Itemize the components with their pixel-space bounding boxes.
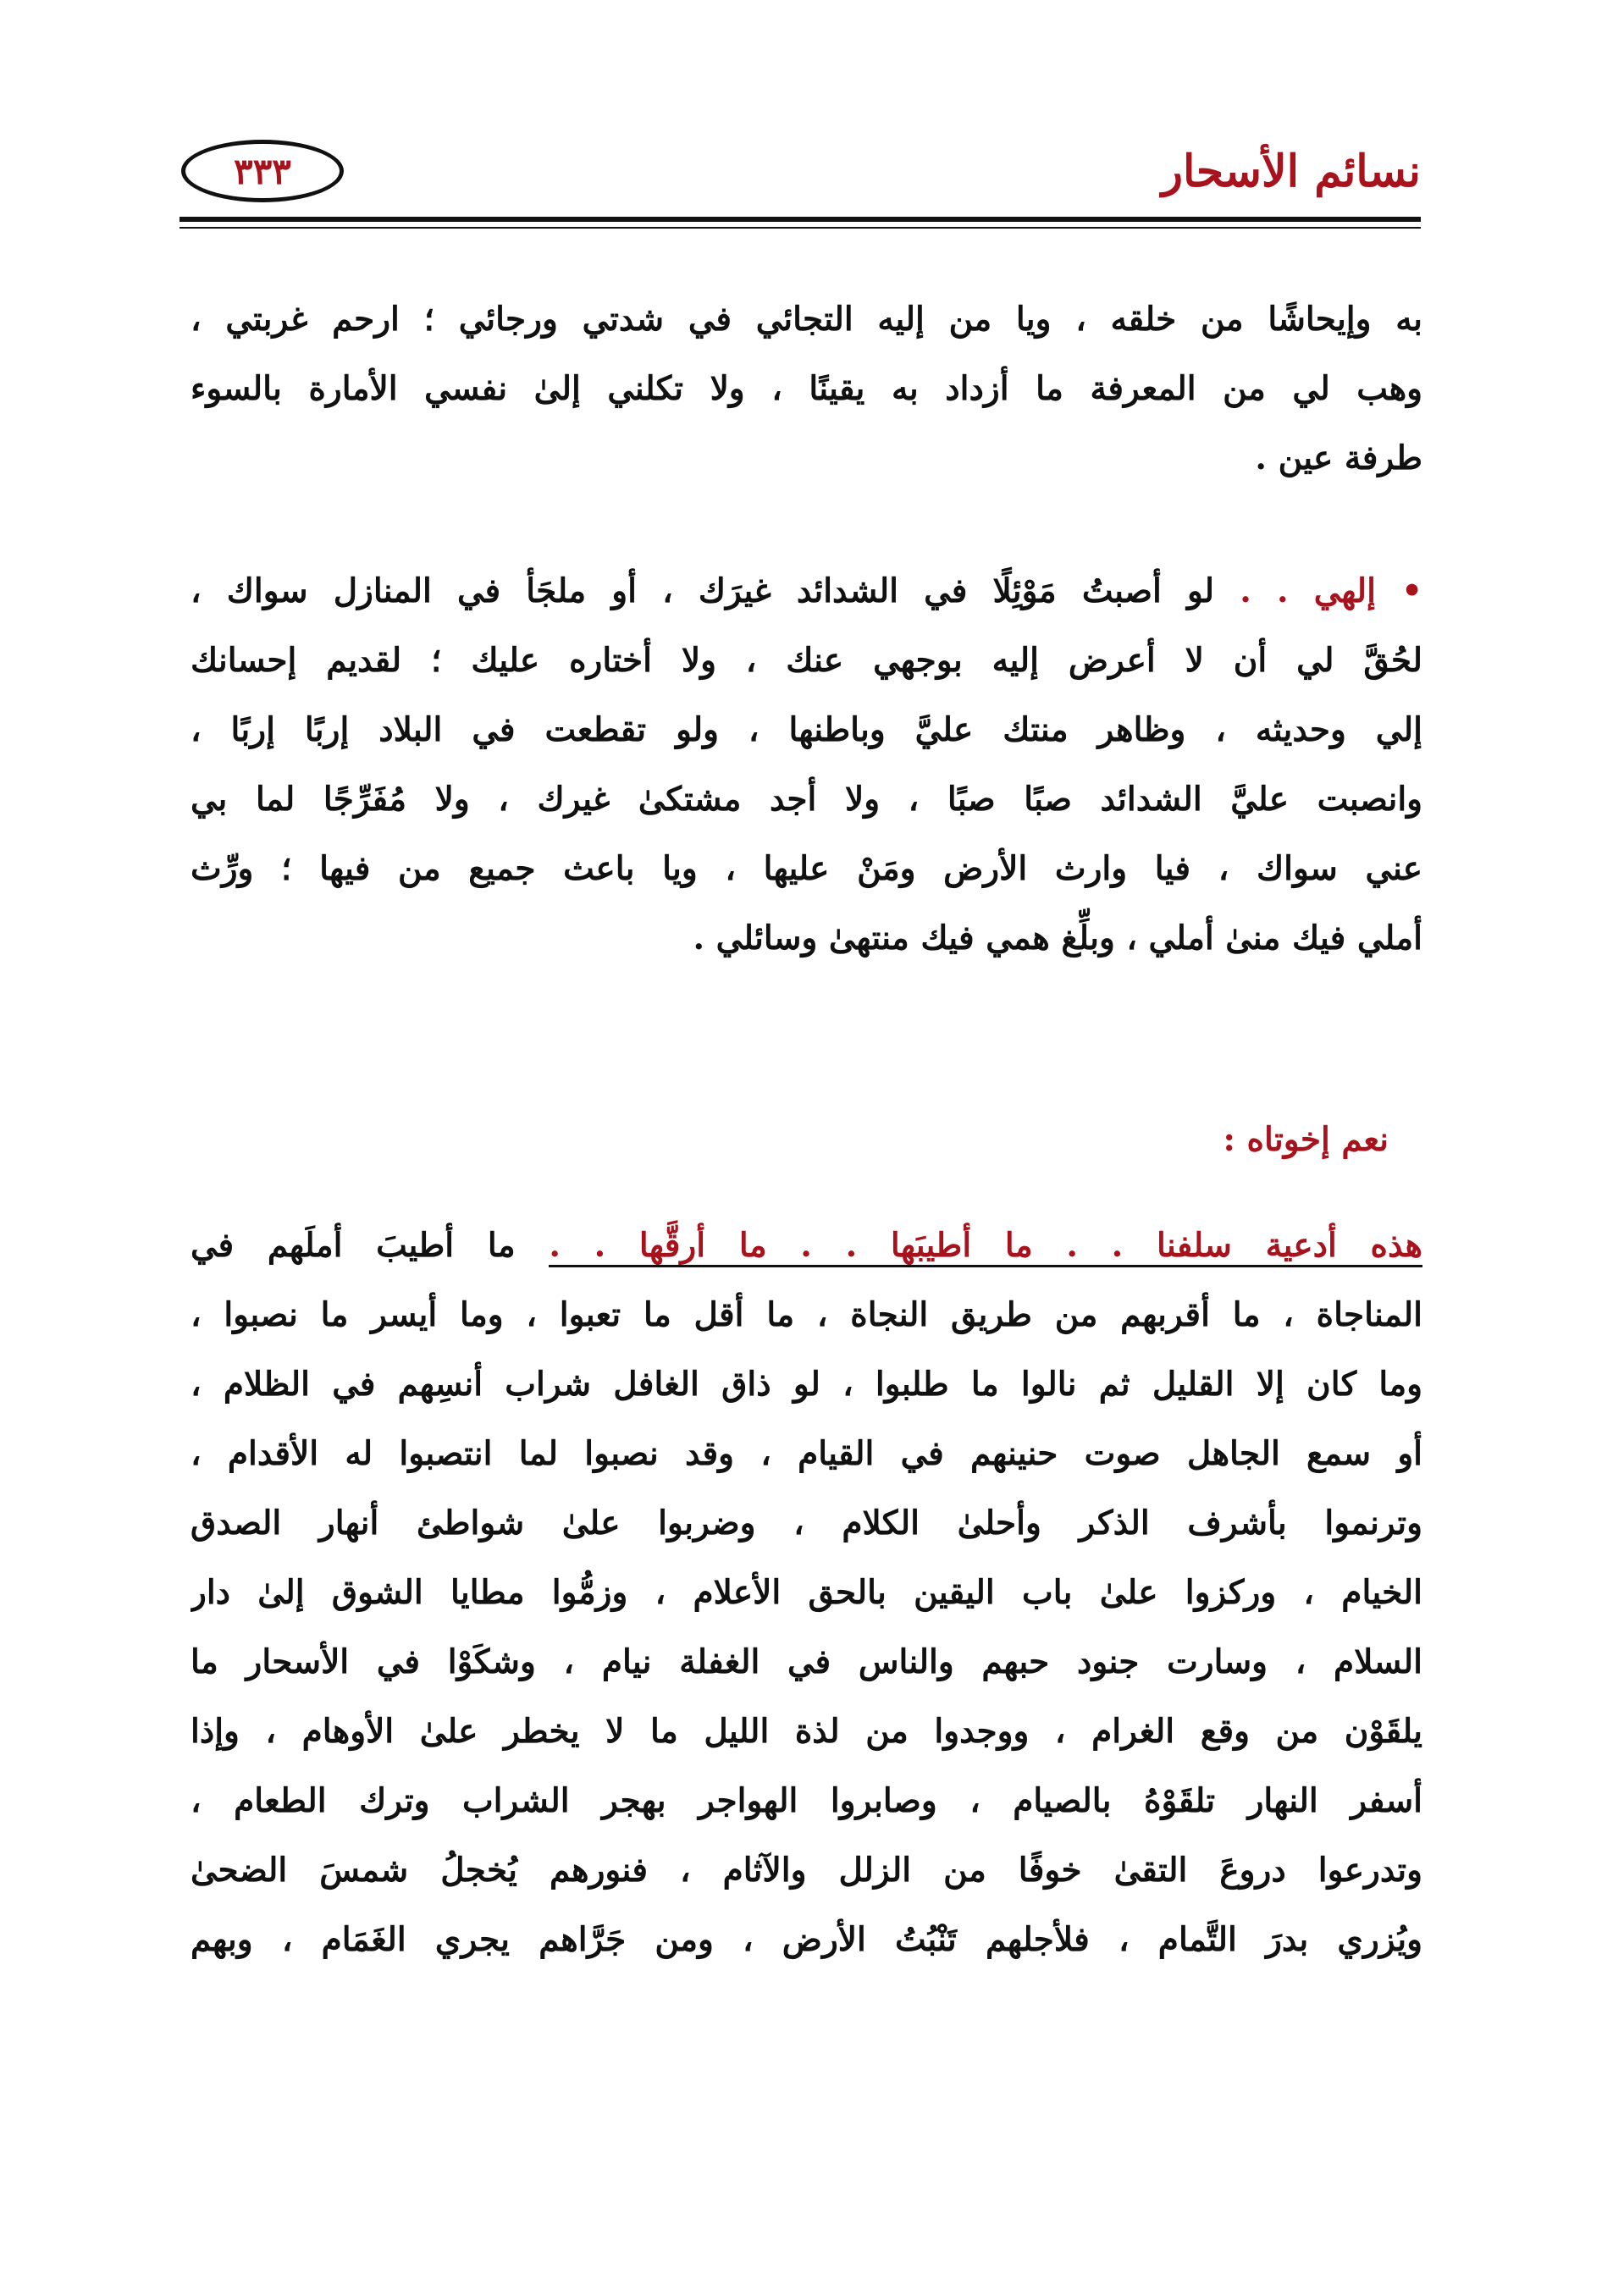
paragraph-3 (191, 1211, 1422, 1974)
text-line: وتدرعوا دروعَ التقىٰ خوفًا من الزلل والآثام ، فنورهم يُخجلُ شمسَ الضحىٰ (191, 1851, 1422, 1890)
text-line: السلام ، وسارت جنود حبهم والناس في الغفلة نيام ، وشكَوْا في الأسحار ما (191, 1642, 1422, 1681)
page-number: ٣٣٣ (181, 140, 344, 202)
bullet: • (1401, 571, 1422, 610)
header-rule-thin (180, 227, 1421, 229)
text-line (191, 1211, 1422, 1280)
text-line: أملي فيك منىٰ أملي ، وبلِّغ همي فيك منتهىٰ وسائلي . (693, 919, 1422, 958)
paragraph-1 (191, 284, 1422, 493)
header-rule (180, 217, 1421, 222)
subheading: نعم إخوتاه : (1223, 1120, 1389, 1159)
text-line: وهب لي من المعرفة ما أزداد به يقينًا ، ولا تكلني إلىٰ نفسي الأمارة بالسوء (191, 369, 1422, 408)
text-line: عني سواك ، فيا وارث الأرض ومَنْ عليها ، ويا باعث جميع من فيها ؛ ورِّث (191, 849, 1422, 888)
text-line: الخيام ، وركزوا علىٰ باب اليقين بالحق الأعلام ، وزمُّوا مطايا الشوق إلىٰ دار (191, 1573, 1422, 1612)
text-line: لحُقَّ لي أن لا أعرض إليه بوجهي عنك ، ولا أختاره عليك ؛ لقديم إحسانك (191, 641, 1422, 680)
highlighted-phrase: هذه أدعية سلفنا . . ما أطيبَها . . ما أرقَّها . . (549, 1226, 1422, 1267)
text-line: المناجاة ، ما أقربهم من طريق النجاة ، ما أقل ما تعبوا ، وما أيسر ما نصبوا ، (191, 1295, 1422, 1334)
text-span: ما أطيبَ أملَهم في (191, 1226, 516, 1265)
subheading-block (191, 1105, 1422, 1174)
paragraph-2 (191, 556, 1422, 973)
text-line: وانصبت عليَّ الشدائد صبًا صبًا ، ولا أجد مشتكىٰ غيرك ، ولا مُفَرِّجًا لما بي (191, 780, 1422, 819)
text-line: وترنموا بأشرف الذكر وأحلىٰ الكلام ، وضربوا علىٰ شواطئ أنهار الصدق (191, 1504, 1422, 1543)
text-line: ويُزري بدرَ التَّمام ، فلأجلهم تَنْبُتُ الأرض ، ومن جَرَّاهم يجري الغَمَام ، وبهم (191, 1920, 1422, 1959)
text-line: أسفر النهار تلقَوْهُ بالصيام ، وصابروا الهواجر بهجر الشراب وترك الطعام ، (191, 1781, 1422, 1820)
text-line: أو سمع الجاهل صوت حنينهم في القيام ، وقد نصبوا لما انتصبوا له الأقدام ، (191, 1434, 1422, 1473)
text-line: طرفة عين . (1255, 439, 1422, 477)
running-title: نسائم الأسحار (1161, 146, 1421, 197)
text-line (191, 556, 1422, 626)
text-line: وما كان إلا القليل ثم نالوا ما طلبوا ، لو ذاق الغافل شراب أنسِهم في الظلام ، (191, 1365, 1422, 1404)
text-span: لو أصبتُ مَوْئِلًا في الشدائد غيرَك ، أو ملجَأ في المنازل سواك ، (191, 571, 1215, 610)
text-line: يلقَوْن من وقع الغرام ، ووجدوا من لذة الليل ما لا يخطر علىٰ الأوهام ، وإذا (191, 1712, 1422, 1751)
text-line: إلي وحديثه ، وظاهر منتك عليَّ وباطنها ، ولو تقطعت في البلاد إربًا إربًا ، (191, 710, 1422, 749)
paragraph-lead: إلهي . . (1240, 571, 1376, 610)
text-line: به وإيحاشًا من خلقه ، ويا من إليه التجائي في شدتي ورجائي ؛ ارحم غربتي ، (191, 300, 1422, 339)
